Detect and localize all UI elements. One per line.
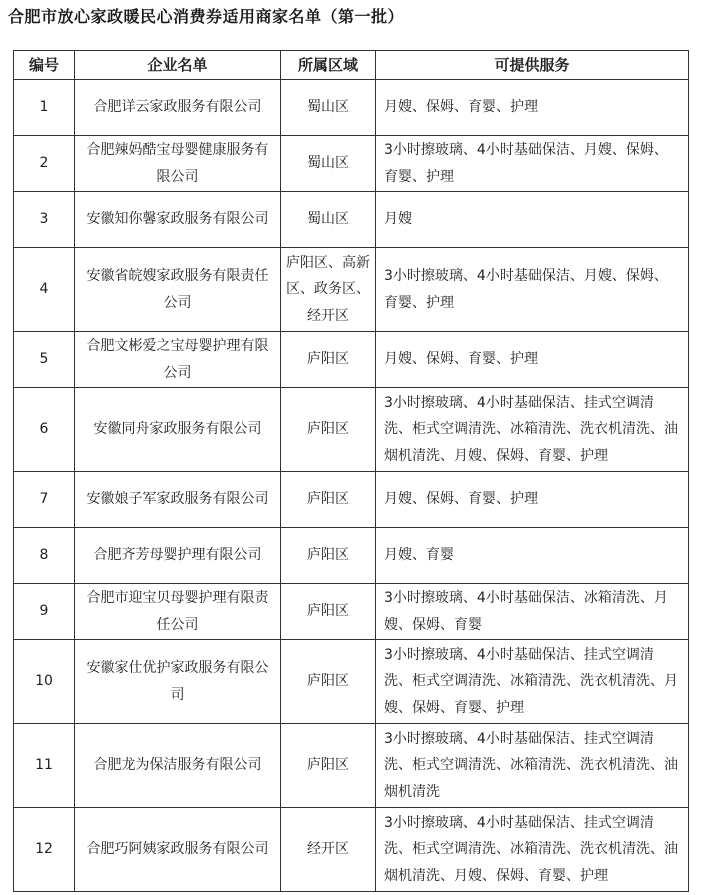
merchant-table [13, 50, 689, 892]
cell-no: 3 [14, 192, 75, 248]
cell-name: 合肥巧阿姨家政服务有限公司 [75, 808, 281, 892]
cell-no: 7 [14, 472, 75, 528]
table-row [14, 136, 689, 192]
table-row [14, 724, 689, 808]
cell-area: 庐阳区 [281, 584, 376, 640]
table-row [14, 332, 689, 388]
cell-area: 庐阳区 [281, 640, 376, 724]
cell-services: 3小时擦玻璃、4小时基础保洁、挂式空调清洗、柜式空调清洗、冰箱清洗、洗衣机清洗、油烟机清洗 [376, 724, 689, 808]
cell-no: 5 [14, 332, 75, 388]
page-title: 合肥市放心家政暖民心消费券适用商家名单（第一批） [8, 7, 405, 26]
table-row [14, 808, 689, 892]
cell-area: 经开区 [281, 808, 376, 892]
table-row [14, 80, 689, 136]
cell-area: 蜀山区 [281, 80, 376, 136]
cell-no: 8 [14, 528, 75, 584]
header-area: 所属区域 [281, 51, 376, 80]
header-name: 企业名单 [75, 51, 281, 80]
table-row [14, 388, 689, 472]
cell-no: 6 [14, 388, 75, 472]
cell-services: 月嫂、保姆、育婴、护理 [376, 332, 689, 388]
cell-no: 10 [14, 640, 75, 724]
cell-no: 1 [14, 80, 75, 136]
cell-name: 安徽知你馨家政服务有限公司 [75, 192, 281, 248]
cell-services: 月嫂、保姆、育婴、护理 [376, 80, 689, 136]
table-header-row [14, 51, 689, 80]
cell-services: 月嫂、育婴 [376, 528, 689, 584]
cell-area: 庐阳区 [281, 528, 376, 584]
header-services: 可提供服务 [376, 51, 689, 80]
table-row [14, 248, 689, 332]
table-row [14, 192, 689, 248]
table-row [14, 528, 689, 584]
cell-name: 合肥文彬爱之宝母婴护理有限公司 [75, 332, 281, 388]
cell-name: 安徽省皖嫂家政服务有限责任公司 [75, 248, 281, 332]
cell-name: 安徽娘子军家政服务有限公司 [75, 472, 281, 528]
table-row [14, 584, 689, 640]
table-row [14, 640, 689, 724]
cell-name: 合肥龙为保洁服务有限公司 [75, 724, 281, 808]
cell-services: 3小时擦玻璃、4小时基础保洁、挂式空调清洗、柜式空调清洗、冰箱清洗、洗衣机清洗、月嫂、保姆、育婴、护理 [376, 640, 689, 724]
cell-no: 2 [14, 136, 75, 192]
cell-name: 合肥市迎宝贝母婴护理有限责任公司 [75, 584, 281, 640]
cell-no: 4 [14, 248, 75, 332]
cell-no: 12 [14, 808, 75, 892]
cell-services: 3小时擦玻璃、4小时基础保洁、月嫂、保姆、育婴、护理 [376, 248, 689, 332]
cell-services: 月嫂、保姆、育婴、护理 [376, 472, 689, 528]
cell-services: 3小时擦玻璃、4小时基础保洁、挂式空调清洗、柜式空调清洗、冰箱清洗、洗衣机清洗、油烟机清洗、月嫂、保姆、育婴、护理 [376, 808, 689, 892]
table-row [14, 472, 689, 528]
cell-no: 11 [14, 724, 75, 808]
cell-name: 合肥详云家政服务有限公司 [75, 80, 281, 136]
cell-services: 3小时擦玻璃、4小时基础保洁、月嫂、保姆、育婴、护理 [376, 136, 689, 192]
cell-no: 9 [14, 584, 75, 640]
cell-area: 庐阳区 [281, 388, 376, 472]
cell-area: 蜀山区 [281, 136, 376, 192]
cell-area: 庐阳区 [281, 472, 376, 528]
cell-services: 3小时擦玻璃、4小时基础保洁、冰箱清洗、月嫂、保姆、育婴 [376, 584, 689, 640]
cell-area: 蜀山区 [281, 192, 376, 248]
cell-area: 庐阳区 [281, 332, 376, 388]
cell-name: 合肥辣妈酷宝母婴健康服务有限公司 [75, 136, 281, 192]
cell-services: 月嫂 [376, 192, 689, 248]
cell-area: 庐阳区 [281, 724, 376, 808]
cell-name: 安徽家仕优护家政服务有限公司 [75, 640, 281, 724]
header-no: 编号 [14, 51, 75, 80]
cell-area: 庐阳区、高新区、政务区、经开区 [281, 248, 376, 332]
cell-services: 3小时擦玻璃、4小时基础保洁、挂式空调清洗、柜式空调清洗、冰箱清洗、洗衣机清洗、油烟机清洗、月嫂、保姆、育婴、护理 [376, 388, 689, 472]
cell-name: 安徽同舟家政服务有限公司 [75, 388, 281, 472]
cell-name: 合肥齐芳母婴护理有限公司 [75, 528, 281, 584]
